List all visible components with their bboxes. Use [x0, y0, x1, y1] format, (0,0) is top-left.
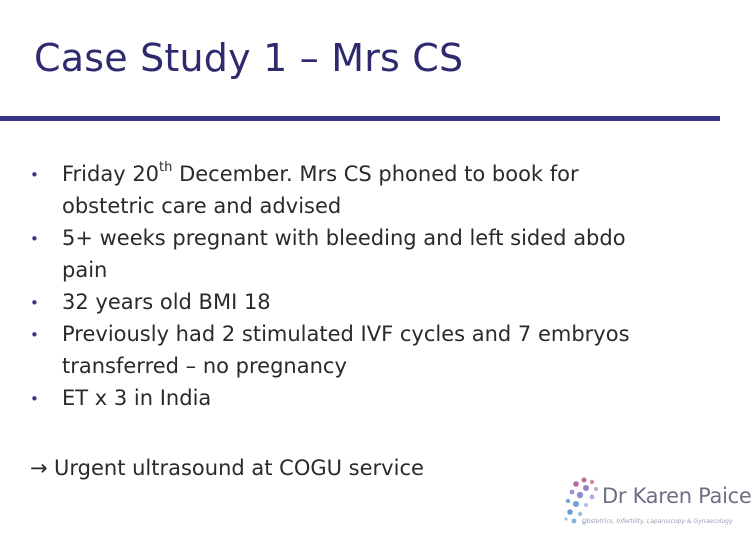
- bullet-dot-icon: •: [30, 166, 39, 184]
- bullet-item: [30, 382, 700, 414]
- bullet-dot-icon: •: [30, 230, 39, 248]
- bullet-dot-icon: •: [30, 390, 39, 408]
- logo: [560, 470, 752, 540]
- logo-name: Dr Karen Paice: [602, 484, 752, 508]
- bullet-text-continued: transferred – no pregnancy: [62, 354, 347, 378]
- slide-title: Case Study 1 – Mrs CS: [34, 36, 464, 80]
- logo-dots-icon: [562, 474, 606, 534]
- bullet-text: ET x 3 in India: [62, 386, 212, 410]
- bullet-text: 32 years old BMI 18: [62, 290, 271, 314]
- bullet-dot-icon: •: [30, 294, 39, 312]
- bullet-text-continued: obstetric care and advised: [62, 194, 342, 218]
- bullet-item: [30, 222, 700, 286]
- title-divider: [0, 116, 720, 121]
- bullet-text: 5+ weeks pregnant with bleeding and left sided abdo: [62, 226, 626, 250]
- logo-tagline: Obstetrics, Infertility, Laparoscopy & Gynaecology: [582, 518, 733, 525]
- conclusion-text: Urgent ultrasound at COGU service: [54, 456, 424, 480]
- conclusion-line: [30, 452, 424, 484]
- bullet-item: [30, 286, 700, 318]
- bullet-item: [30, 158, 700, 222]
- right-arrow-icon: →: [30, 456, 48, 480]
- bullet-text: Friday 20th December. Mrs CS phoned to book for: [62, 160, 579, 186]
- bullet-dot-icon: •: [30, 326, 39, 344]
- bullet-text-continued: pain: [62, 258, 108, 282]
- bullet-text: Previously had 2 stimulated IVF cycles and 7 embryos: [62, 322, 630, 346]
- bullet-item: [30, 318, 700, 382]
- bullet-list: [30, 158, 700, 414]
